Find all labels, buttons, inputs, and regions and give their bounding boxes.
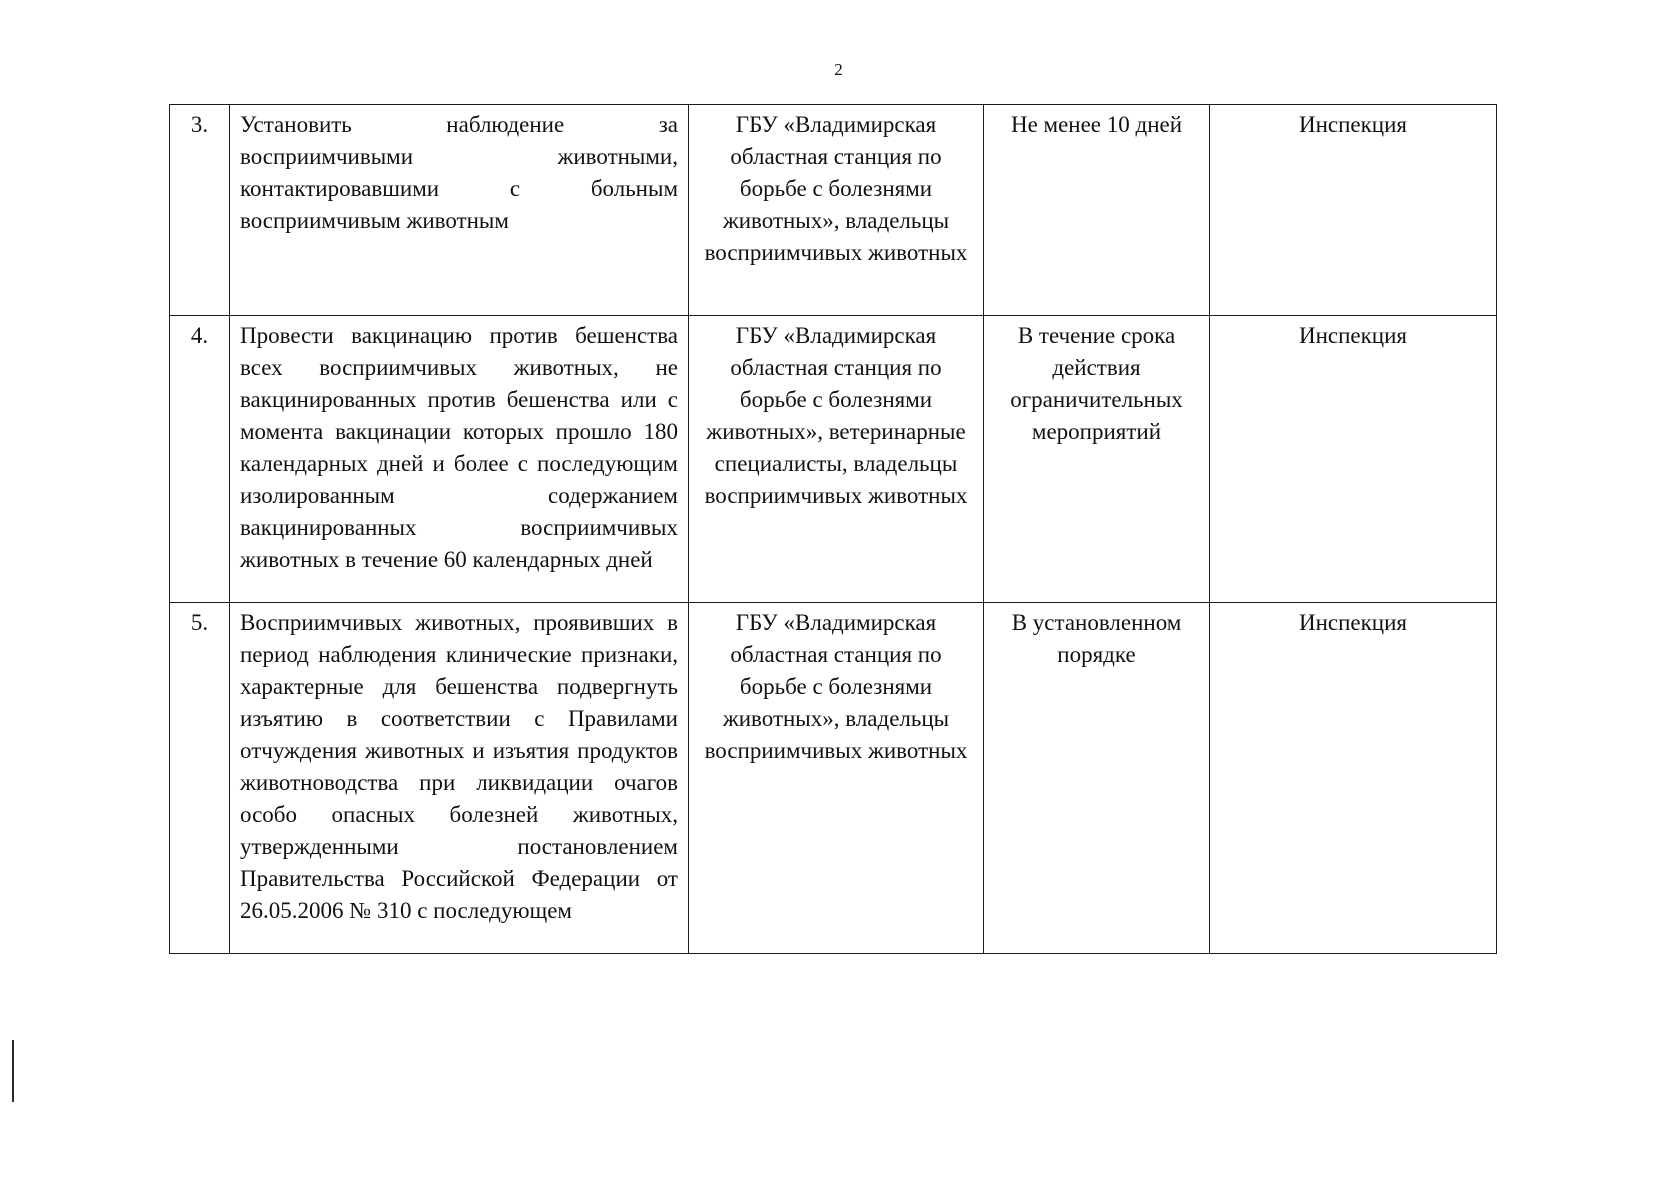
term-cell: В течение срока действия ограничительных мероприятий (984, 316, 1210, 603)
responsible-cell: ГБУ «Владимирская областная станция по борьбе с болезнями животных», ветеринарные специалисты, владельцы восприимчивых животных (689, 316, 984, 603)
action-cell: Установить наблюдение за восприимчивыми животными, контактировавшими с больным восприимчивым животным (230, 105, 689, 316)
row-number-cell: 4. (170, 316, 230, 603)
action-cell: Восприимчивых животных, проявивших в период наблюдения клинические признаки, характерные для бешенства подвергнуть изъятию в соответствии с Правилами отчуждения животных и изъятия продуктов животноводства при ликвидации очагов особо опасных болезней животных, утвержденными постановлением Правительства Российской Федерации от 26.05.2006 № 310 с последующем (230, 603, 689, 954)
table-row (170, 603, 1497, 954)
row-number-cell: 3. (170, 105, 230, 316)
scan-edge-mark (12, 1040, 14, 1102)
action-cell: Провести вакцинацию против бешенства всех восприимчивых животных, не вакцинированных против бешенства или с момента вакцинации которых прошло 180 календарных дней и более с последующим изолированным содержанием вакцинированных восприимчивых животных в течение 60 календарных дней (230, 316, 689, 603)
control-cell: Инспекция (1210, 105, 1497, 316)
row-number-cell: 5. (170, 603, 230, 954)
table-row (170, 105, 1497, 316)
term-cell: Не менее 10 дней (984, 105, 1210, 316)
control-cell: Инспекция (1210, 316, 1497, 603)
measures-table (169, 104, 1497, 954)
responsible-cell: ГБУ «Владимирская областная станция по борьбе с болезнями животных», владельцы восприимчивых животных (689, 603, 984, 954)
page-number: 2 (834, 60, 843, 79)
responsible-cell: ГБУ «Владимирская областная станция по борьбе с болезнями животных», владельцы восприимчивых животных (689, 105, 984, 316)
term-cell: В установленном порядке (984, 603, 1210, 954)
control-cell: Инспекция (1210, 603, 1497, 954)
table-row (170, 316, 1497, 603)
